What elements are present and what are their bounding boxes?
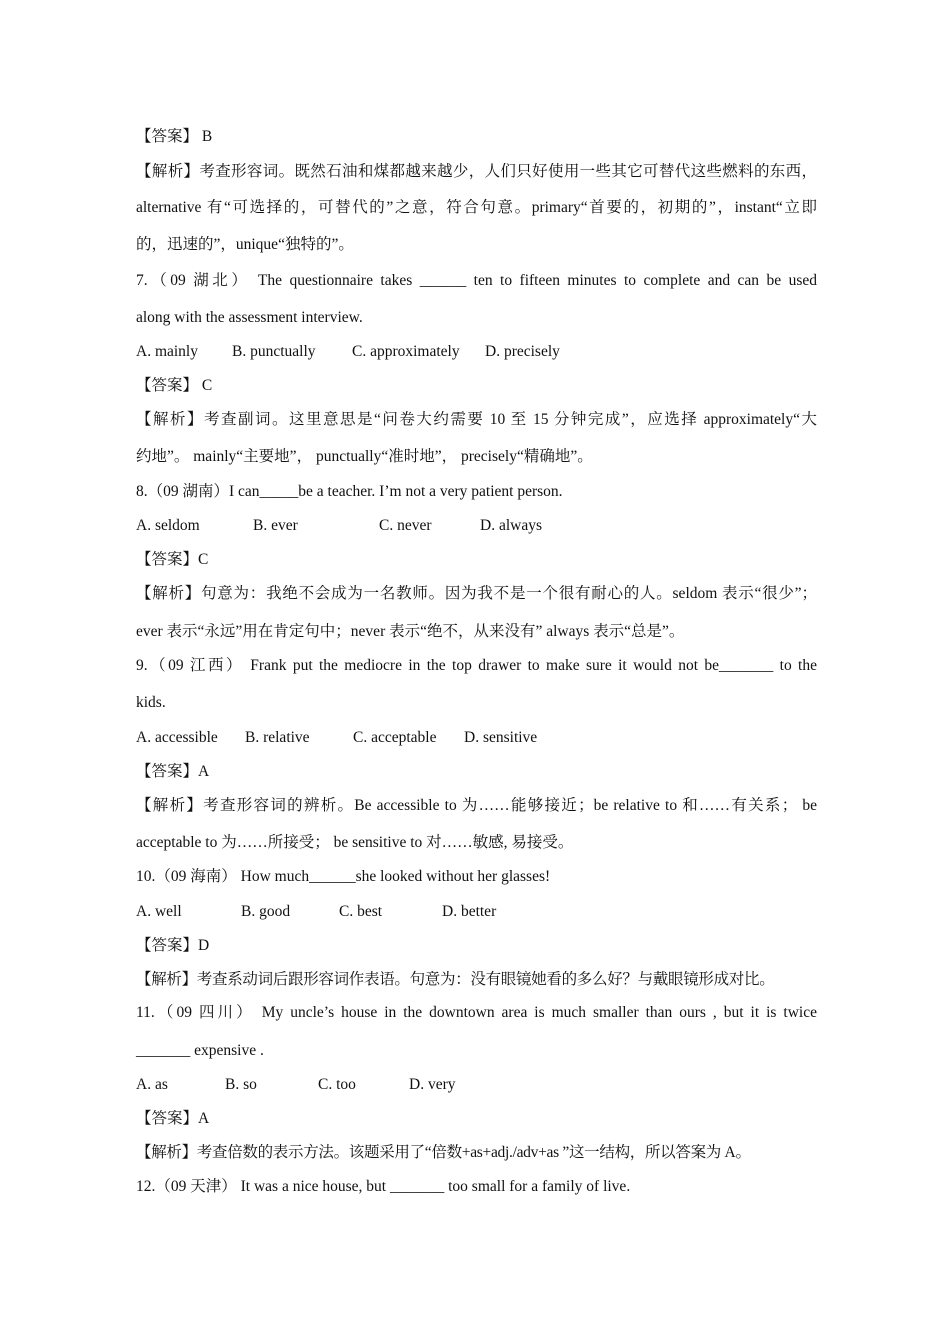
question-9-line-1: 9.（09 江西） Frank put the mediocre in the top drawer to make sure it would not be_______ to the	[136, 657, 817, 674]
question-7-line-2: along with the assessment interview.	[136, 309, 363, 326]
option-a: A. seldom	[136, 517, 200, 534]
option-d: D. precisely	[485, 343, 560, 360]
option-b: B. ever	[253, 517, 298, 534]
analysis-8-line-1: 【解析】句意为：我绝不会成为一名教师。因为我不是一个很有耐心的人。seldom 表示“很少”；	[136, 585, 817, 602]
question-7-line-1: 7.（09 湖北） The questionnaire takes ______ ten to fifteen minutes to complete and can be used	[136, 272, 817, 289]
option-d: D. very	[409, 1076, 456, 1093]
answer-6: 【答案】 B	[136, 128, 213, 145]
question-11-line-1: 11.（09 四川） My uncle’s house in the downtown area is much smaller than ours , but it is twice	[136, 1004, 817, 1021]
analysis-9-line-1: 【解析】考查形容词的辨析。Be accessible to 为……能够接近；be relative to 和……有关系； be	[136, 797, 817, 814]
question-8: 8.（09 湖南）I can_____be a teacher. I’m not a very patient person.	[136, 483, 563, 500]
option-c: C. too	[318, 1076, 356, 1093]
question-11-options	[136, 1075, 817, 1095]
answer-10: 【答案】D	[136, 937, 210, 954]
option-a: A. well	[136, 903, 182, 920]
analysis-9-line-2: acceptable to 为……所接受； be sensitive to 对……敏感, 易接受。	[136, 834, 574, 851]
option-a: A. accessible	[136, 729, 218, 746]
answer-9: 【答案】A	[136, 763, 210, 780]
analysis-11: 【解析】考查倍数的表示方法。该题采用了“倍数+as+adj./adv+as ”这一结构，所以答案为 A。	[136, 1144, 751, 1161]
answer-11: 【答案】A	[136, 1110, 210, 1127]
analysis-6-line-1: 【解析】考查形容词。既然石油和煤都越来越少，人们只好使用一些其它可替代这些燃料的东西，	[136, 163, 817, 180]
option-b: B. good	[241, 903, 291, 920]
option-a: A. as	[136, 1076, 168, 1093]
option-a: A. mainly	[136, 343, 198, 360]
option-d: D. better	[442, 903, 497, 920]
option-d: D. always	[480, 517, 542, 534]
option-c: C. best	[339, 903, 383, 920]
question-9-options	[136, 728, 817, 748]
question-11-line-2: _______ expensive .	[136, 1042, 264, 1059]
option-b: B. so	[225, 1076, 257, 1093]
option-b: B. relative	[245, 729, 310, 746]
question-10: 10.（09 海南） How much______she looked without her glasses!	[136, 868, 551, 885]
question-12: 12.（09 天津） It was a nice house, but _______ too small for a family of live.	[136, 1178, 631, 1195]
option-d: D. sensitive	[464, 729, 538, 746]
option-c: C. never	[379, 517, 432, 534]
option-c: C. acceptable	[353, 729, 437, 746]
question-10-options	[136, 902, 817, 922]
analysis-7-line-1: 【解析】考查副词。这里意思是“问卷大约需要 10 至 15 分钟完成”，应选择 approximately“大	[136, 411, 817, 428]
analysis-6-line-2: alternative 有“可选择的，可替代的”之意，符合句意。primary“首要的，初期的”，instant“立即	[136, 199, 817, 216]
analysis-8-line-2: ever 表示“永远”用在肯定句中；never 表示“绝不，从来没有” always 表示“总是”。	[136, 623, 685, 640]
option-c: C. approximately	[352, 343, 460, 360]
analysis-6-line-3: 的，迅速的”，unique“独特的”。	[136, 236, 354, 253]
answer-8: 【答案】C	[136, 551, 209, 568]
question-8-options	[136, 516, 817, 536]
question-7-options	[136, 342, 817, 362]
analysis-10: 【解析】考查系动词后跟形容词作表语。句意为：没有眼镜她看的多么好？与戴眼镜形成对比。	[136, 971, 775, 988]
question-9-line-2: kids.	[136, 694, 166, 711]
analysis-7-line-2: 约地”。 mainly“主要地”， punctually“准时地”， precisely“精确地”。	[136, 448, 593, 465]
answer-7: 【答案】 C	[136, 377, 213, 394]
option-b: B. punctually	[232, 343, 316, 360]
